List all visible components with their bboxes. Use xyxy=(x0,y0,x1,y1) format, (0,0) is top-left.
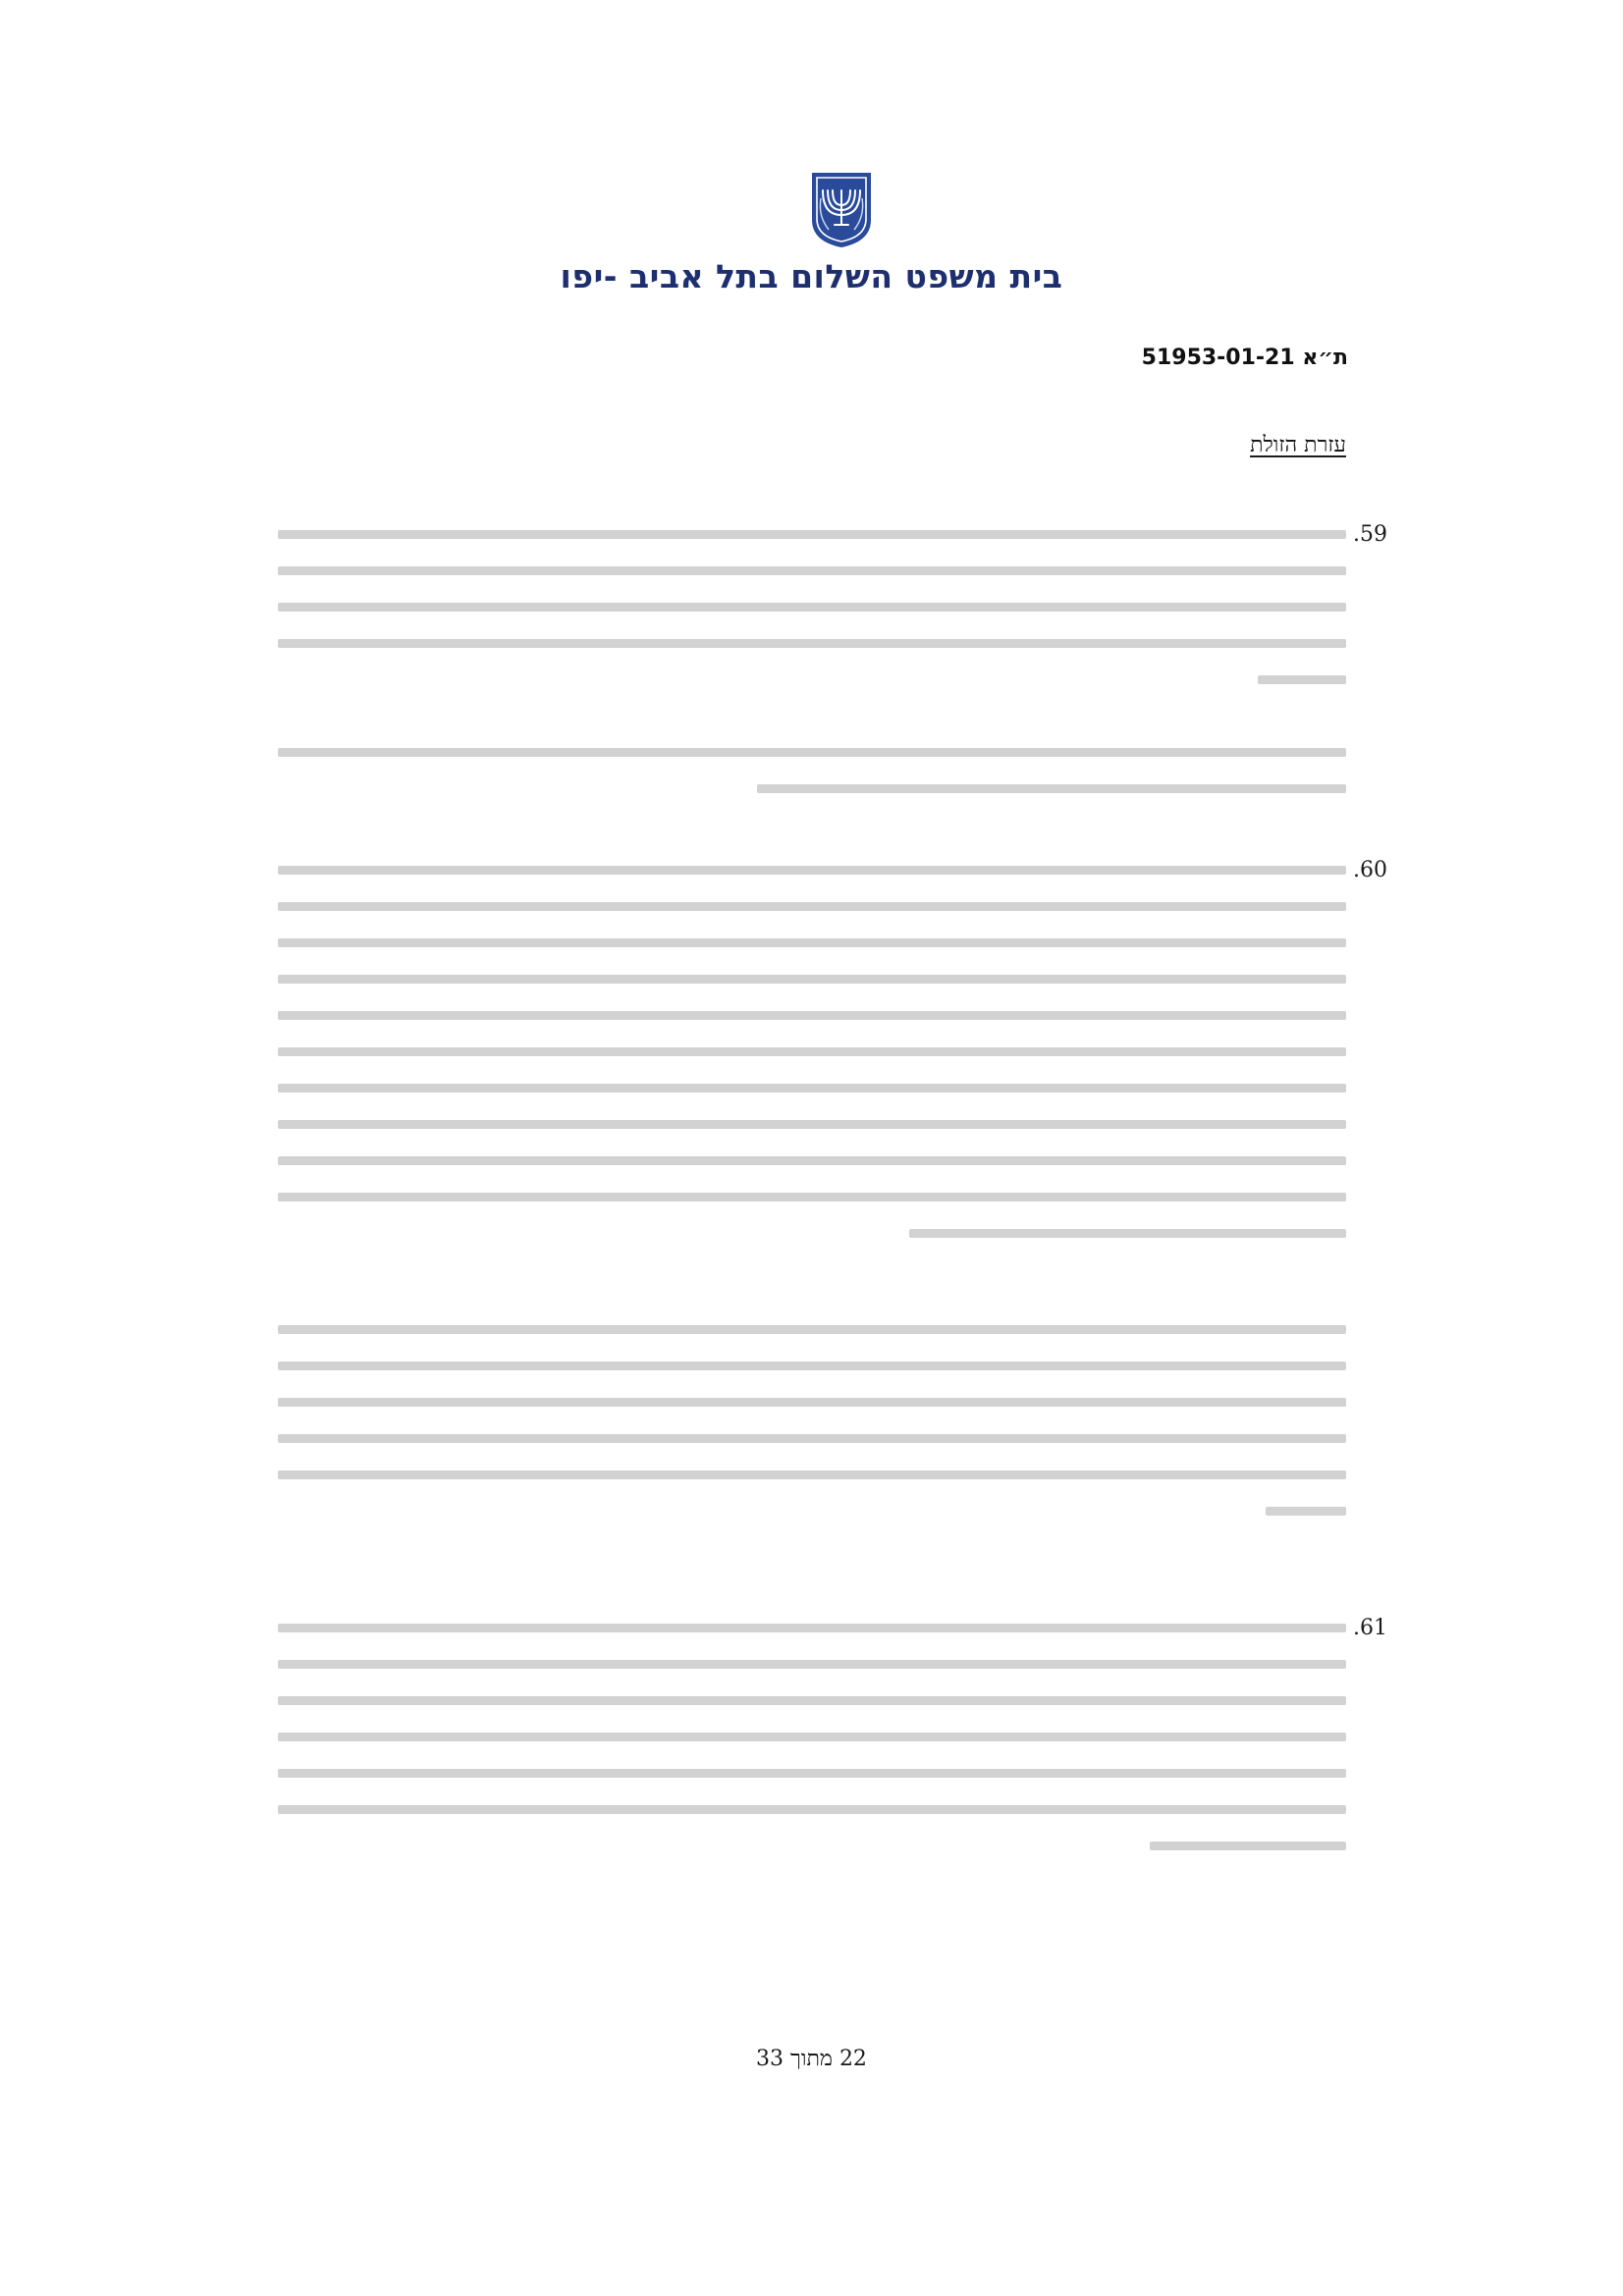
paragraph-61 xyxy=(278,1610,1387,1864)
paragraph-number: 60. xyxy=(1353,858,1387,882)
paragraph-60 xyxy=(278,852,1387,1252)
paragraph-number: 61. xyxy=(1353,1616,1387,1640)
paragraph-text-placeholder xyxy=(278,852,1346,1252)
paragraph-60-continuation xyxy=(278,1311,1346,1529)
paragraph-59-continuation xyxy=(278,734,1346,807)
case-number: ת״א 51953-01-21 xyxy=(1141,346,1348,370)
paragraph-59 xyxy=(278,516,1387,698)
court-name: בית משפט השלום בתל אביב -יפו xyxy=(560,257,1063,295)
paragraph-text-placeholder xyxy=(278,516,1346,698)
paragraph-number: 59. xyxy=(1353,522,1387,547)
paragraph-text-placeholder xyxy=(278,1311,1346,1529)
state-emblem-icon xyxy=(807,169,876,249)
section-heading: עזרת הזולת xyxy=(1250,433,1346,457)
paragraph-text-placeholder xyxy=(278,1610,1346,1864)
page-number: 22 מתוך 33 xyxy=(756,2047,867,2071)
paragraph-text-placeholder xyxy=(278,734,1346,807)
